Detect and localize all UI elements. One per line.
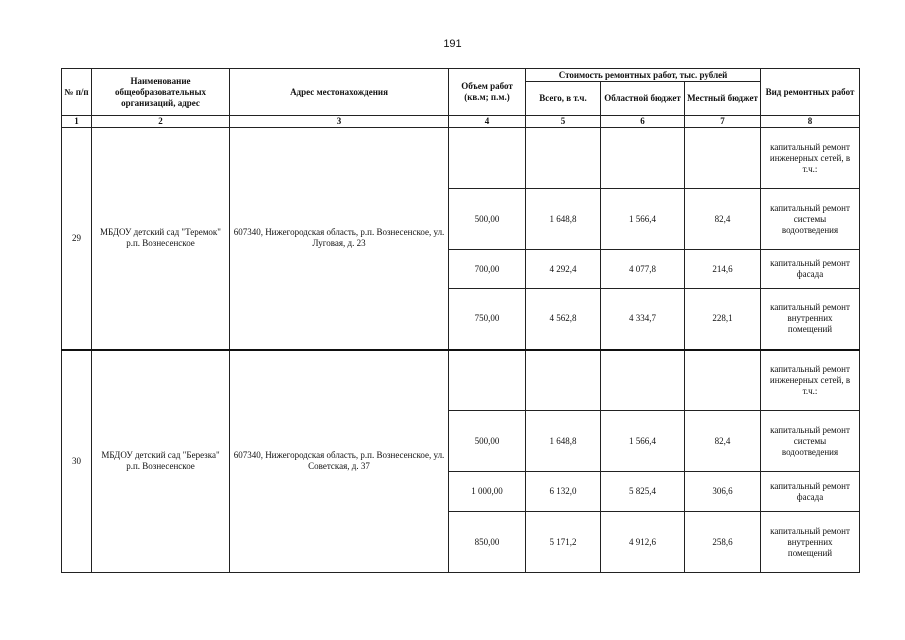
regional-cell — [601, 128, 685, 189]
col-number: 7 — [685, 116, 761, 128]
header-organization: Наименование общеобразовательных организаций, адрес — [92, 69, 230, 116]
local-cell: 228,1 — [685, 289, 761, 350]
repair-works-table — [61, 68, 860, 573]
local-cell — [685, 128, 761, 189]
work-type-cell: капитальный ремонт фасада — [761, 472, 860, 512]
row-number: 30 — [62, 350, 92, 573]
regional-cell: 4 334,7 — [601, 289, 685, 350]
volume-cell: 500,00 — [449, 411, 526, 472]
local-cell: 258,6 — [685, 512, 761, 573]
col-number: 2 — [92, 116, 230, 128]
volume-cell: 850,00 — [449, 512, 526, 573]
total-cell: 1 648,8 — [526, 189, 601, 250]
work-type-cell: капитальный ремонт внутренних помещений — [761, 512, 860, 573]
column-number-row — [62, 116, 860, 128]
organization-name: МБДОУ детский сад "Березка" р.п. Вознесенское — [92, 350, 230, 573]
volume-cell: 1 000,00 — [449, 472, 526, 512]
work-type-cell: капитальный ремонт системы водоотведения — [761, 189, 860, 250]
organization-name: МБДОУ детский сад "Теремок" р.п. Вознесенское — [92, 128, 230, 350]
organization-address: 607340, Нижегородская область, р.п. Вознесенское, ул. Луговая, д. 23 — [230, 128, 449, 350]
table-row — [62, 350, 860, 411]
header-address: Адрес местонахождения — [230, 69, 449, 116]
total-cell: 5 171,2 — [526, 512, 601, 573]
local-cell: 82,4 — [685, 411, 761, 472]
work-type-cell: капитальный ремонт системы водоотведения — [761, 411, 860, 472]
regional-cell: 1 566,4 — [601, 189, 685, 250]
row-number: 29 — [62, 128, 92, 350]
header-local: Местный бюджет — [685, 82, 761, 116]
table-row — [62, 128, 860, 189]
header-regional: Областной бюджет — [601, 82, 685, 116]
total-cell: 4 292,4 — [526, 250, 601, 289]
work-type-cell: капитальный ремонт внутренних помещений — [761, 289, 860, 350]
total-cell: 4 562,8 — [526, 289, 601, 350]
header-volume: Объем работ (кв.м; п.м.) — [449, 69, 526, 116]
col-number: 6 — [601, 116, 685, 128]
work-type-cell: капитальный ремонт инженерных сетей, в т.ч.: — [761, 350, 860, 411]
header-total: Всего, в т.ч. — [526, 82, 601, 116]
col-number: 8 — [761, 116, 860, 128]
local-cell: 82,4 — [685, 189, 761, 250]
col-number: 4 — [449, 116, 526, 128]
col-number: 1 — [62, 116, 92, 128]
volume-cell — [449, 128, 526, 189]
total-cell — [526, 128, 601, 189]
volume-cell: 500,00 — [449, 189, 526, 250]
page-number: 191 — [443, 38, 462, 50]
regional-cell: 4 077,8 — [601, 250, 685, 289]
volume-cell — [449, 350, 526, 411]
regional-cell: 1 566,4 — [601, 411, 685, 472]
total-cell — [526, 350, 601, 411]
organization-address: 607340, Нижегородская область, р.п. Вознесенское, ул. Советская, д. 37 — [230, 350, 449, 573]
col-number: 3 — [230, 116, 449, 128]
volume-cell: 700,00 — [449, 250, 526, 289]
regional-cell — [601, 350, 685, 411]
regional-cell: 5 825,4 — [601, 472, 685, 512]
local-cell: 306,6 — [685, 472, 761, 512]
header-cost-group: Стоимость ремонтных работ, тыс. рублей — [526, 69, 761, 82]
total-cell: 1 648,8 — [526, 411, 601, 472]
work-type-cell: капитальный ремонт инженерных сетей, в т.ч.: — [761, 128, 860, 189]
work-type-cell: капитальный ремонт фасада — [761, 250, 860, 289]
header-number: № п/п — [62, 69, 92, 116]
regional-cell: 4 912,6 — [601, 512, 685, 573]
local-cell — [685, 350, 761, 411]
local-cell: 214,6 — [685, 250, 761, 289]
header-work-type: Вид ремонтных работ — [761, 69, 860, 116]
total-cell: 6 132,0 — [526, 472, 601, 512]
volume-cell: 750,00 — [449, 289, 526, 350]
col-number: 5 — [526, 116, 601, 128]
